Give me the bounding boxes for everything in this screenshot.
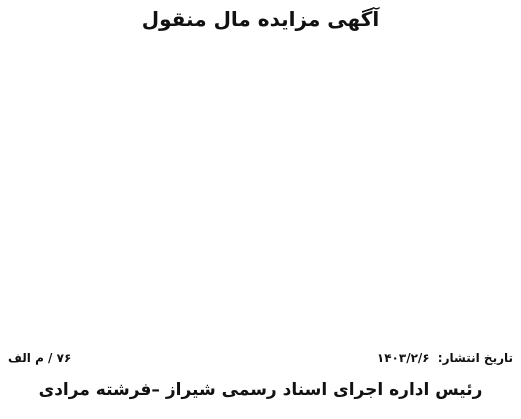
- body-line: [8, 124, 513, 146]
- body-line: [8, 300, 513, 322]
- body-line: [8, 36, 513, 58]
- body-line: [8, 190, 513, 212]
- body-line: [8, 168, 513, 190]
- notice-body: [8, 36, 513, 344]
- footer-meta: [8, 347, 513, 369]
- body-line: [8, 102, 513, 124]
- notice-footer: [8, 347, 513, 413]
- notice-title: آگهی مزایده مال منقول: [141, 7, 380, 31]
- publication-date: [377, 351, 513, 365]
- body-line: [8, 212, 513, 234]
- publication-date-label: تاریخ انتشار:: [437, 351, 513, 365]
- reference-number: ۷۶ / م الف: [8, 351, 72, 365]
- body-line: [8, 278, 513, 300]
- body-line: [8, 80, 513, 102]
- body-line: [8, 58, 513, 80]
- signature-line: رئیس اداره اجرای اسناد رسمی شیراز –فرشته مرادی: [38, 380, 483, 400]
- body-line: [8, 256, 513, 278]
- body-line: [8, 146, 513, 168]
- body-line: [8, 322, 513, 344]
- publication-date-value: ۱۴۰۳/۲/۶: [376, 351, 430, 365]
- body-line: [8, 234, 513, 256]
